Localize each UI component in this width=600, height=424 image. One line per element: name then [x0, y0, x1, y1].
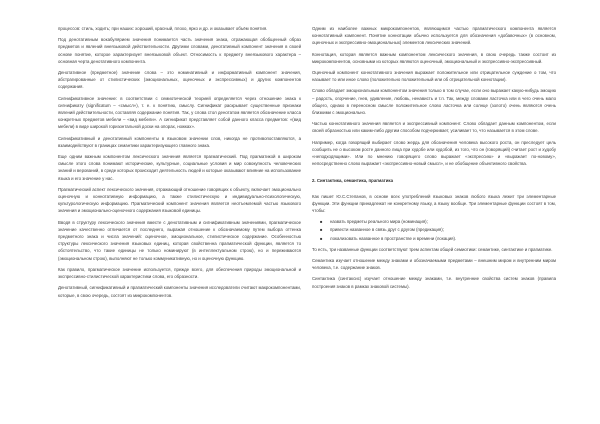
paragraph: Денотативное (предметное) значение слова – это номинативный и информативный компонент значения, абстрагированные от стилистических (эмоциональных, оценочных и экспрессивных) и других компонентов содержания.	[58, 70, 301, 90]
paragraph: Коннотация, которая является важным компонентом лексического значения, в свою очередь также состоит из микрокомпонентов, основными из которых являются оценочный, эмоциональный и экспрессивно-экспрессивный.	[312, 51, 556, 64]
paragraph: Вводя в структуру лексического значения вместе с денотативным и сигнификативным значениями, прагматическое значение качественно отличается от последнего, выражая отношение к обозначаемому путем выбора оттенка предметного знака и числа значений: оценочное, эмоциональное, стилистическое содержание. Особенностью структуры лексического значения языковых единиц, которая свойственна прагматической функции, является то обстоятельство, что такие единицы не только номинируют (в интеллектуальном строю), но и переживаются (эмоциональном строю), выполняют не только коммуникативную, но и оценочную функцию.	[58, 219, 301, 261]
paragraph: Как пишет Ю.С.Степанов, в основе всех употреблений языковых знаков любого языка лежит три элементарные функции. Эти функции принадлежат не конкретному языку, а языку вообще. Три элементарные функции состоят в том, чтобы:	[312, 193, 556, 214]
paragraph: Например, когда говорящий выбирает слово жердь для обозначения человека высокого роста, он преследует цель сообщить не о высоком росте данного лица при худобе или худобой, из того, что он (говорящий) считает рост и худобу «неподходящими». Или по мнению говорящего слово выражает «экспрессию» и «выражает по-новому», непосредственно слово выражает «экспрессивно-новый смысл», и не обобщение объективного свойства.	[312, 139, 556, 167]
paragraph: Семантика изучает отношение между знаками и обозначаемыми предметами – внешним миром и внутренним миром человека, т.е. содержание знаков.	[312, 258, 556, 271]
paragraph: Слово обладает эмоциональным компонентом значения только в том случае, если оно выражает какую-нибудь эмоцию – радость, огорчение, гнев, удивление, любовь, ненависть и т.п. Так, между словами ласточка или в чего очень мало общего, однако в переносном смысле положительное слово ласточка или солнце (золото) очень являются очень близкими с эмоционально.	[312, 88, 556, 116]
list-item: ■ привести названное в связь друг с другом (предикация);	[312, 226, 556, 233]
paragraph: Еще одним важным компонентом лексического значения является прагматический. Под прагматикой в широком смысле этого слова понимают исторические, культурные, социальные условия и мир совокупность человеческих знаний и верований, в среде которых происходит деятельность людей и которые оказывают влияние на использование языка и его значение у нас.	[58, 154, 301, 181]
paragraph: Одним из наиболее важных микрокомпонентов, являющимся частью прагматического компонента является коннотативный компонент. Понятие коннотации обычно используется для обозначения «добавочных» (в основном, оценочных и экспрессивно-эмоциональных) элементов лексических значений.	[312, 26, 556, 46]
left-column	[58, 0, 301, 424]
paragraph: Под денотативным вокабулярием значения понимается часть значения знака, отражающая обобщенный образ предметов и явлений внеязыковой действительности. Другими словами, денотативный компонент значения в своей основе понятие, которое характеризует внеязыковой объект. Относимость к предмету внеязыкового характера – основная черта денотативного компонента.	[58, 37, 301, 64]
paragraph: процессов: стиль, ходить; при наших: хороший, красный, плохо, ярко и др. и оказывает объём понятия.	[58, 26, 268, 31]
paragraph: Как правило, прагматическое значение используется, прежде всего, для обеспечения природы эмоциональной и экспрессивно-стилистической характеристики слова, его образности.	[58, 266, 301, 280]
bullet-list	[312, 218, 556, 242]
list-item: ■ локализовать названное в пространстве и времени (локация).	[312, 235, 556, 242]
paragraph: Сигнификативное значение: в соответствии с семиотической теорией определяется через отношение знака к сигнификату (significatum – «смысл»), т. е. к понятию, смыслу. Сигнификат раскрывает существенные признаки явлений действительности, составляя содержание понятия. Так, у слова стол денотатом является обозначение класса конкретных предметов мебели – «вид мебели». А сигнификат представляет собой данного класса предметов: «(вид мебели) в виде широкой горизонтальной доски на опорах, ножках».	[58, 95, 301, 130]
paragraph: То есть, три названные функции соответствуют трем аспектам общей семиотики: семантике, синтактике и прагматике.	[312, 246, 553, 252]
paragraph: Синтактика (синтаксис) изучает отношение между знаками, т.е. внутренние свойства систем знаков (правила построения знаков в рамках знаковой системы).	[312, 276, 556, 289]
list-item: ■ назвать предметы реального мира (номинация);	[312, 218, 556, 225]
paragraph: Прагматический аспект лексического значения, отражающий отношение говорящих к объекту, включает эмоционально оценочную и коннотативную информацию, а также стилистическую и индивидуально-психологическую, культурологическую информацию. Прагматический компонент значения является неотъемлемой частью языкового значения и эмоционально-оценочного содержания языковой единицы.	[58, 186, 301, 214]
paragraph: Частью коннотативного значения является и экспрессивный компонент. Слово обладает данным компонентом, если своей образностью или каким-либо другим способом подчеркивает, усиливает то, что называется в этом слове.	[312, 121, 556, 134]
paragraph: Денотативный, сигнификативный и прагматический компоненты значения исследователи считают макрокомпонентами, которые, в свою очередь, состоят из микрокомпонентов.	[58, 285, 301, 298]
right-column	[312, 0, 556, 424]
paragraph: Оценочный компонент коннотативного значения выражает положительное или отрицательное суждение о том, что называет то или иное слово (положительно положительный или об отрицательной коннотации).	[312, 70, 556, 83]
section-heading: 2. Синтактика, семантика, прагматика	[312, 178, 394, 184]
paragraph: Сигнификативный и денотативный компоненты в языковом значении слов, никогда не противопоставляются, а взаимодействуют в границах семантики характеризующего главного знака.	[58, 135, 301, 148]
